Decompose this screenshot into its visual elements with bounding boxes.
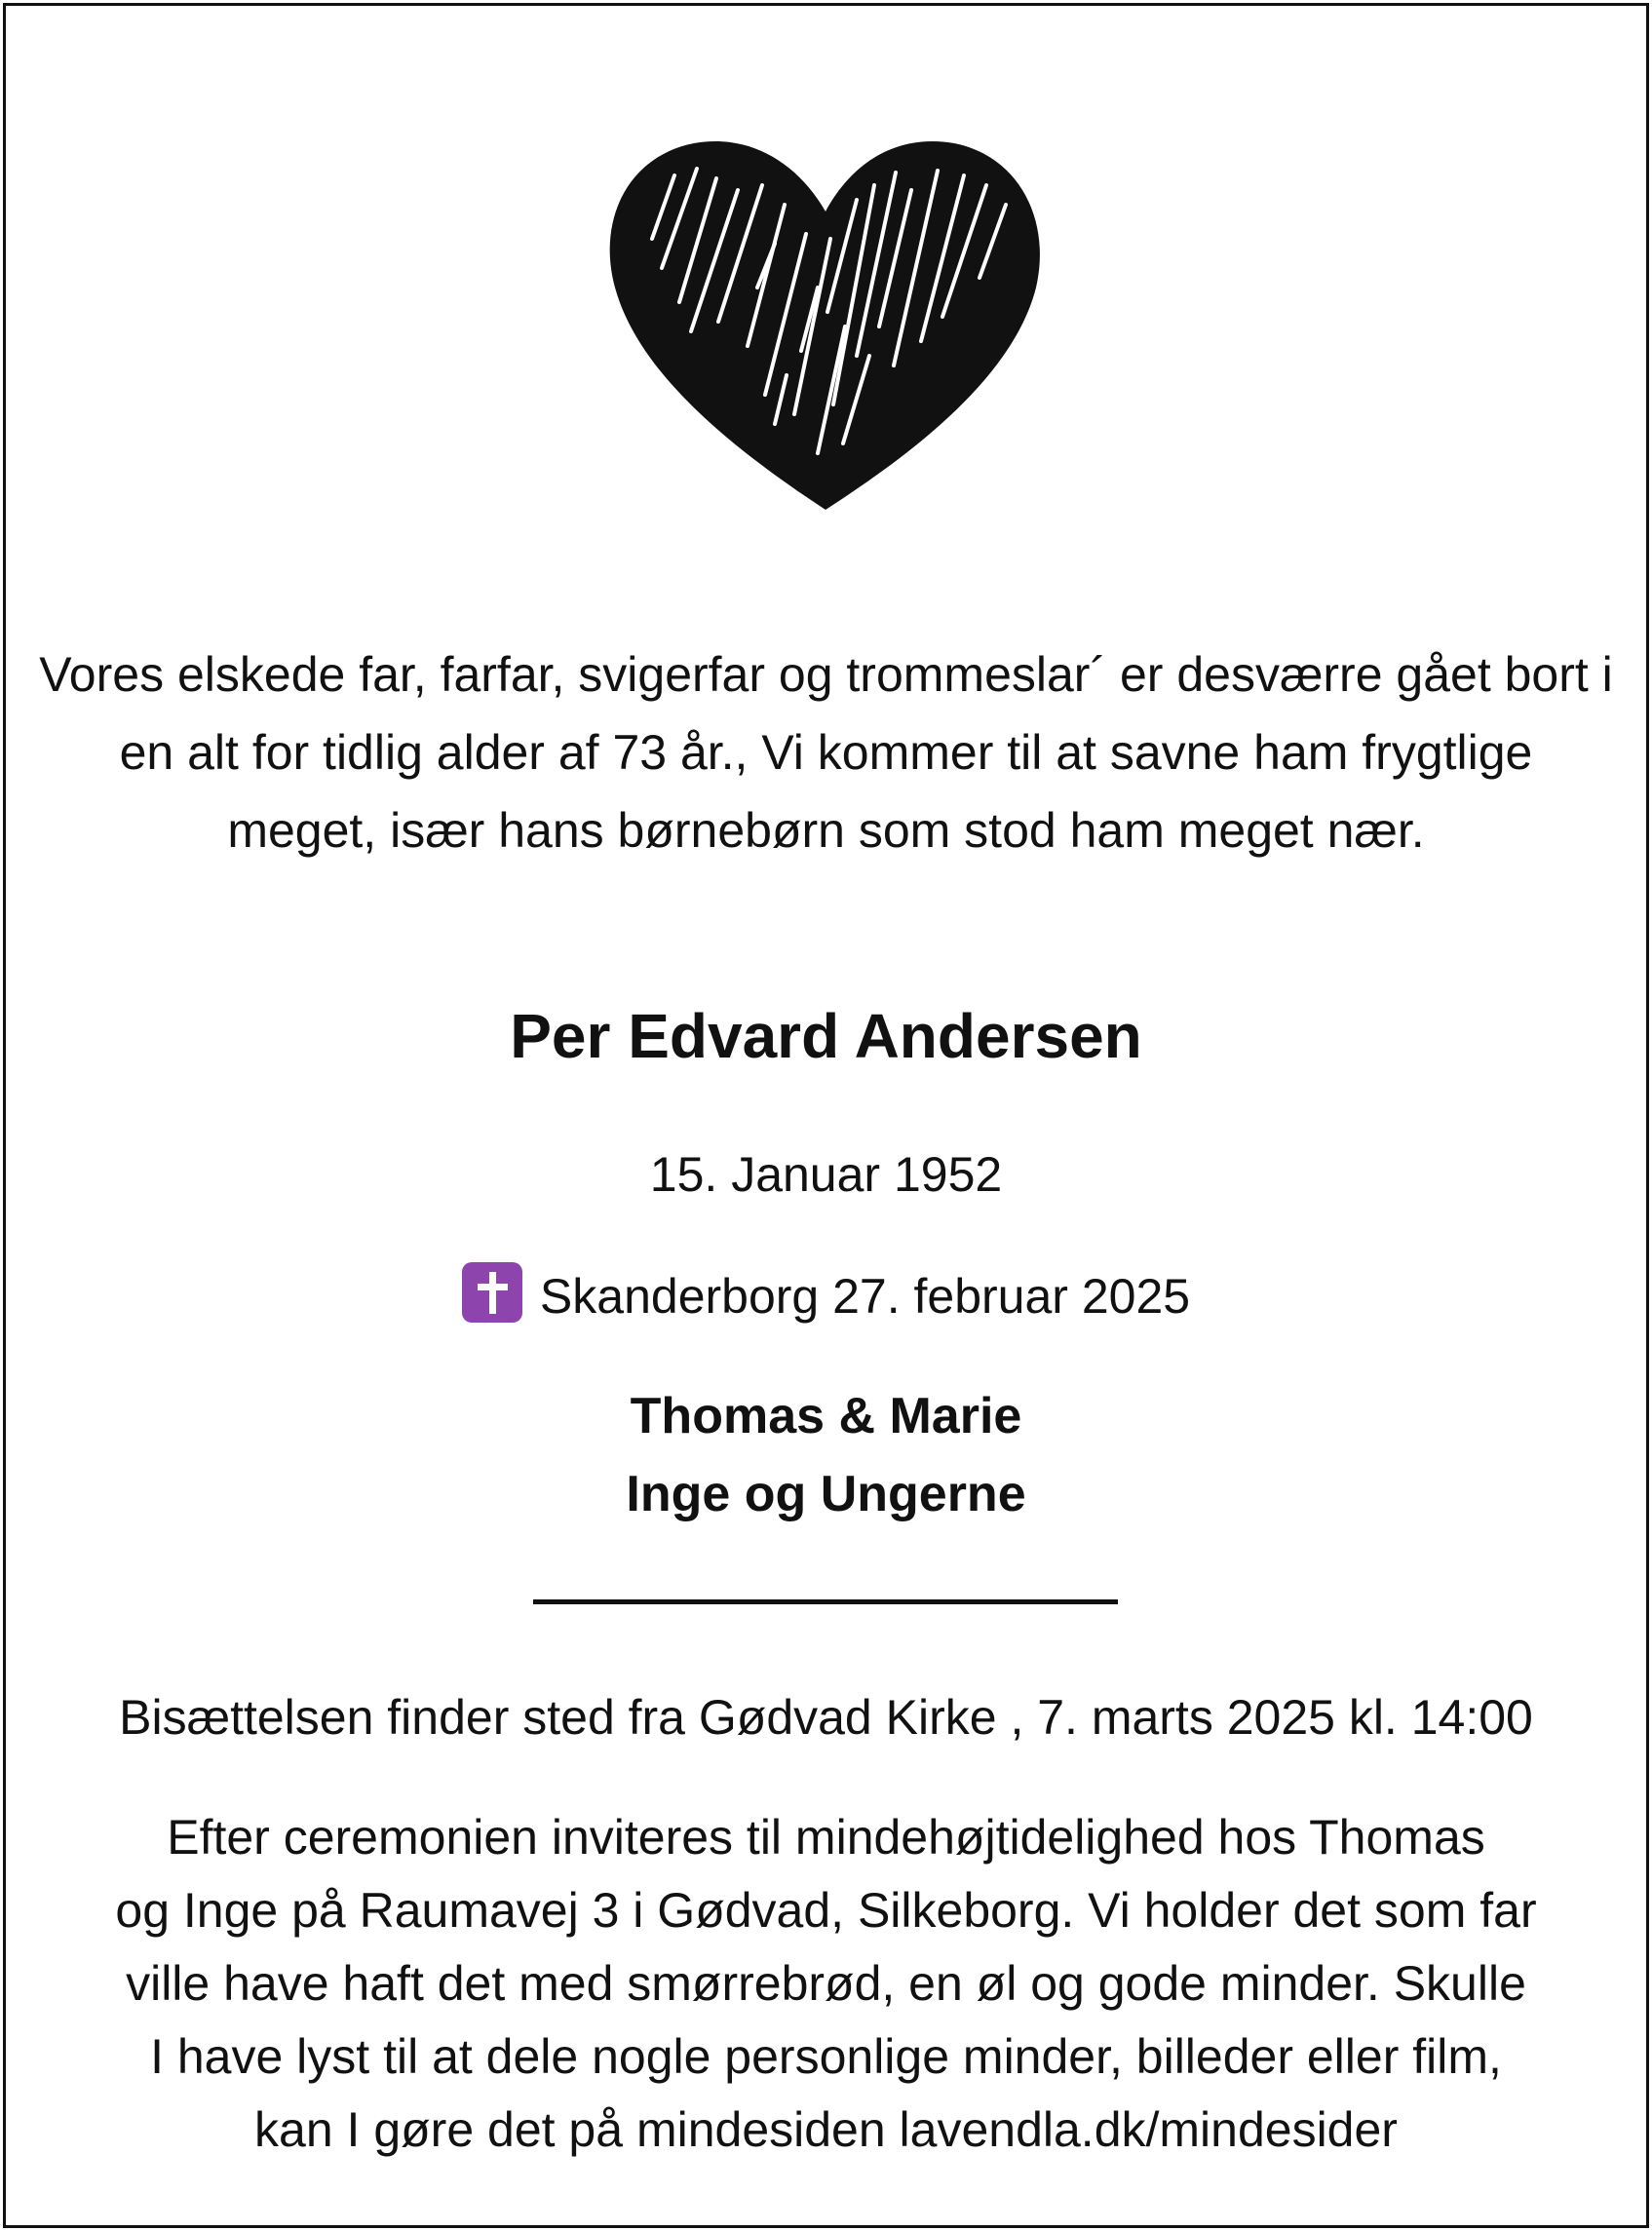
memorial-line: ville have haft det med smørrebrød, en øl og gode minder. Skulle: [126, 1956, 1526, 2011]
memorial-line: I have lyst til at dele nogle personlige minder, billeder eller film,: [150, 2029, 1502, 2084]
memorial-line: Efter ceremonien inviteres til mindehøjtidelighed hos Thomas: [167, 1810, 1485, 1865]
memorial-line: og Inge på Raumavej 3 i Gødvad, Silkeborg. Vi holder det som far: [115, 1883, 1537, 1938]
signer-line: Inge og Ungerne: [626, 1466, 1026, 1522]
death-place-date: Skanderborg 27. februar 2025: [539, 1269, 1191, 1324]
intro-text: Vores elskede far, farfar, svigerfar og trommeslar´ er desværre gået bort i en alt for tidlig alder af 73 år., Vi kommer til at savne ham frygtlige meget, især hans børnebørn som stod ham meget nær.: [39, 647, 1613, 858]
death-line: [19, 1257, 1633, 1335]
signers: [19, 1377, 1633, 1533]
deceased-name: Per Edvard Andersen: [510, 1001, 1142, 1071]
signer-line: Thomas & Marie: [630, 1388, 1022, 1444]
funeral-info: Bisættelsen finder sted fra Gødvad Kirke , 7. marts 2025 kl. 14:00: [119, 1690, 1533, 1745]
memorial-info: [19, 1801, 1633, 2167]
birth-date: 15. Januar 1952: [649, 1147, 1003, 1202]
latin-cross-icon: [462, 1262, 522, 1323]
heart-icon: [601, 132, 1050, 521]
divider: [533, 1599, 1118, 1604]
memorial-line: kan I gøre det på mindesiden lavendla.dk/mindesider: [254, 2102, 1398, 2157]
